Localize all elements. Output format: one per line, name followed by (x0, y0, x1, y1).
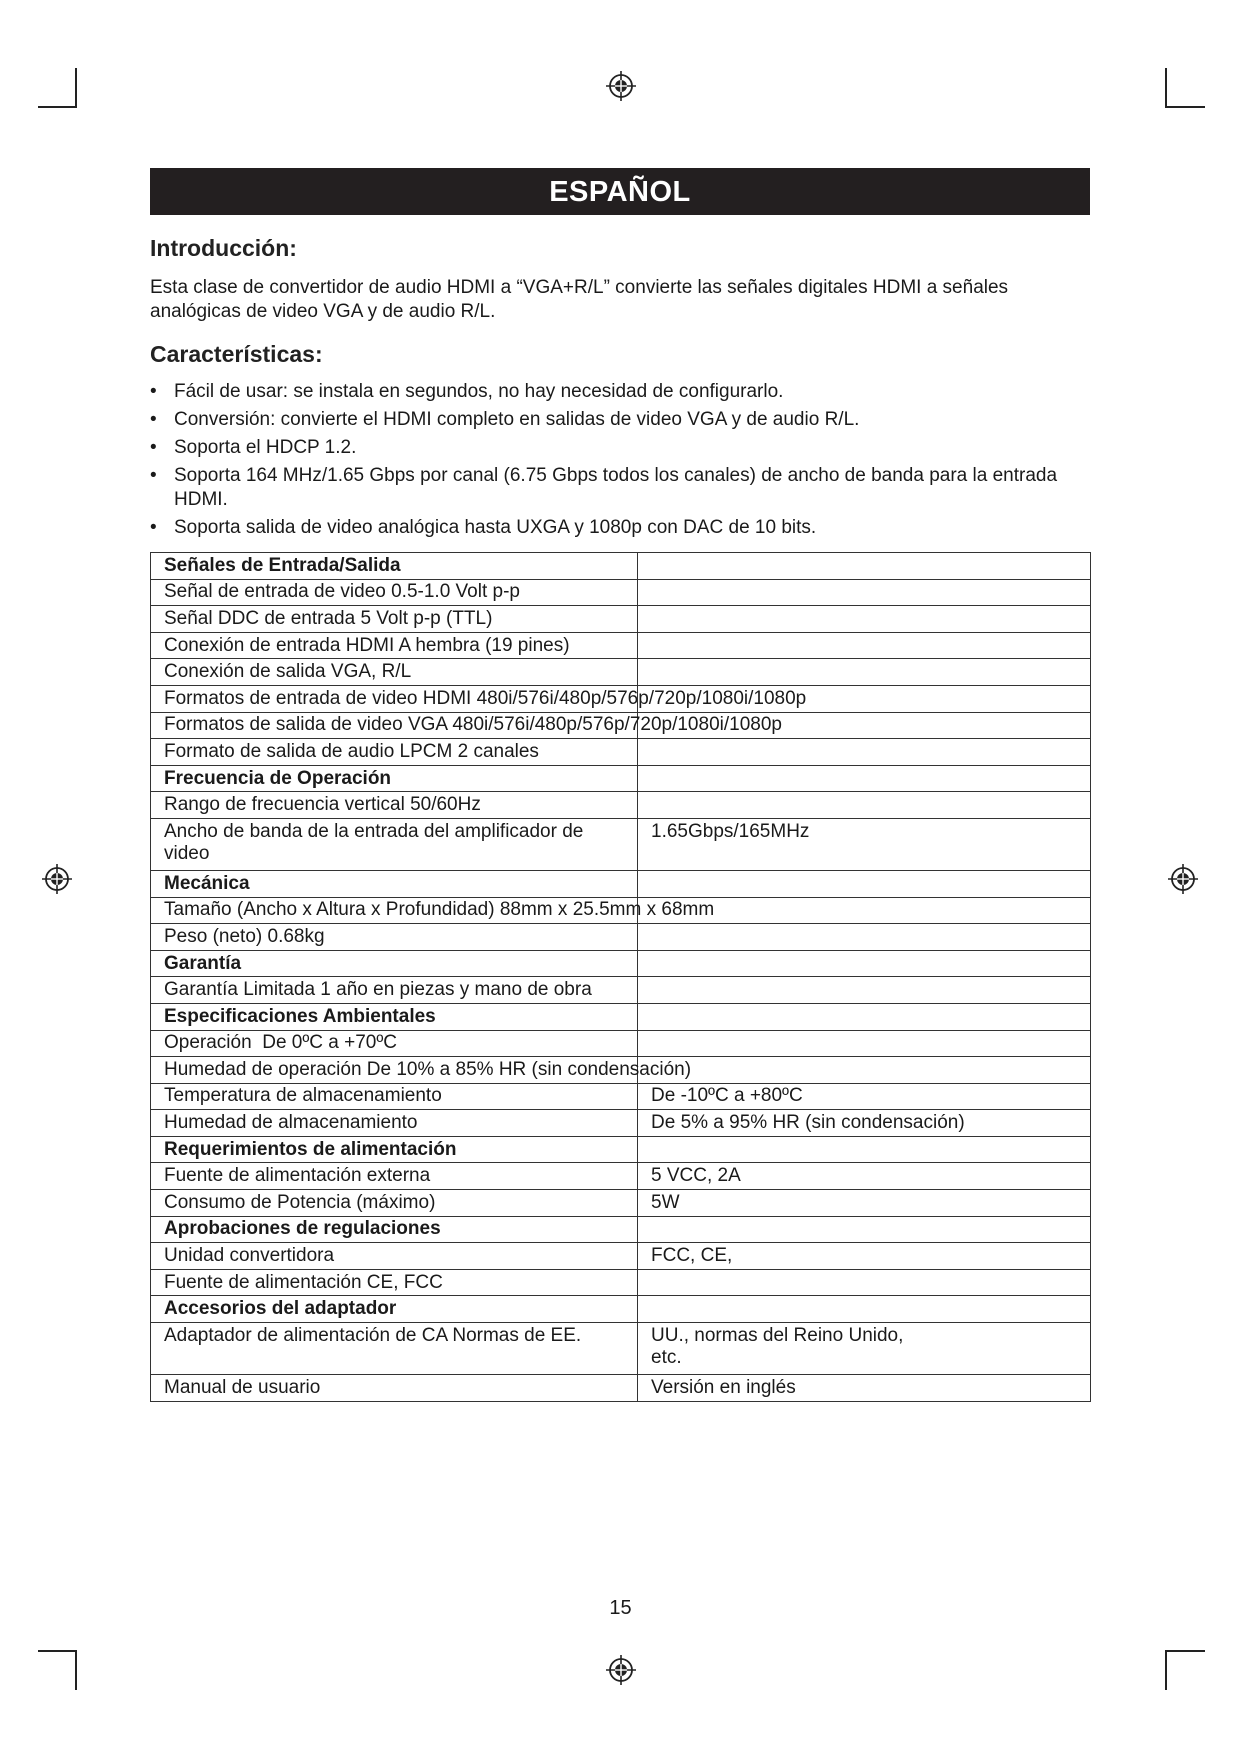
table-row (151, 1190, 1091, 1217)
spec-label: Peso (neto) 0.68kg (151, 924, 638, 951)
crop-mark-bottom-left-h (38, 1650, 76, 1652)
registration-mark-icon (606, 1655, 636, 1685)
spec-label: Humedad de almacenamiento (151, 1110, 638, 1137)
table-row (151, 1243, 1091, 1270)
spec-value: 5W (638, 1190, 1091, 1217)
spec-value: Versión en inglés (638, 1375, 1091, 1402)
spec-value: 5 VCC, 2A (638, 1163, 1091, 1190)
spec-table (150, 552, 1091, 1402)
spec-value (638, 977, 1091, 1004)
table-row (151, 870, 1091, 897)
spec-value (638, 659, 1091, 686)
table-row (151, 765, 1091, 792)
spec-label: Fuente de alimentación CE, FCC (151, 1269, 638, 1296)
spec-label-text: Humedad de operación De 10% a 85% HR (sin condensación) (164, 1058, 692, 1080)
crop-mark-top-right-v (1165, 68, 1167, 108)
bullet-icon: • (150, 381, 157, 402)
table-row (151, 1269, 1091, 1296)
spec-label: Accesorios del adaptador (151, 1296, 638, 1323)
spec-value: UU., normas del Reino Unido, etc. (638, 1323, 1091, 1375)
feature-text: Fácil de usar: se instala en segundos, no hay necesidad de configurarlo. (174, 381, 784, 402)
table-row (151, 977, 1091, 1004)
spec-label: Especificaciones Ambientales (151, 1003, 638, 1030)
table-row (151, 632, 1091, 659)
spec-label (151, 1057, 692, 1084)
spec-value (638, 950, 1091, 977)
feature-text: Soporta el HDCP 1.2. (174, 437, 357, 458)
table-row (151, 606, 1091, 633)
spec-label (151, 977, 638, 1004)
spec-value (638, 1057, 1091, 1084)
spec-value (638, 553, 1091, 580)
spec-label: Manual de usuario (151, 1375, 638, 1402)
spec-label: Formato de salida de audio LPCM 2 canales (151, 739, 638, 766)
table-row (151, 1003, 1091, 1030)
spec-value (638, 1216, 1091, 1243)
spec-value: De 5% a 95% HR (sin condensación) (638, 1110, 1091, 1137)
table-row (151, 1296, 1091, 1323)
spec-label-text: Tamaño (Ancho x Altura x Profundidad) 88mm x 25.5mm x 68mm (164, 899, 715, 921)
features-heading: Características: (150, 341, 323, 367)
list-item (150, 380, 1095, 404)
spec-value (638, 579, 1091, 606)
spec-label: Operación De 0ºC a +70ºC (151, 1030, 638, 1057)
intro-paragraph: Esta clase de convertidor de audio HDMI a “VGA+R/L” convierte las señales digitales HDMI a señales analógicas de video VGA y de audio R/L. (150, 277, 1009, 322)
table-row (151, 1216, 1091, 1243)
spec-value: 1.65Gbps/165MHz (638, 818, 1091, 870)
table-row (151, 1136, 1091, 1163)
spec-label: Temperatura de almacenamiento (151, 1083, 638, 1110)
spec-label (151, 897, 715, 924)
spec-label: Fuente de alimentación externa (151, 1163, 638, 1190)
spec-label-text: Garantía Limitada 1 año en piezas y mano de obra (164, 979, 592, 1001)
list-item (150, 408, 1095, 432)
crop-mark-top-left-h (38, 106, 76, 108)
registration-mark-icon (1168, 864, 1198, 894)
spec-label (151, 685, 807, 712)
spec-value (638, 1136, 1091, 1163)
spec-label: Ancho de banda de la entrada del amplificador de video (151, 818, 638, 870)
spec-label: Mecánica (151, 870, 638, 897)
crop-mark-bottom-left-v (75, 1650, 77, 1690)
spec-value (638, 924, 1091, 951)
table-row (151, 897, 1091, 924)
list-item (150, 464, 1095, 512)
spec-value (638, 870, 1091, 897)
page-number: 15 (609, 1597, 632, 1619)
feature-text: Conversión: convierte el HDMI completo en salidas de video VGA y de audio R/L. (174, 409, 860, 430)
table-row (151, 1057, 1091, 1084)
spec-label: Aprobaciones de regulaciones (151, 1216, 638, 1243)
table-row (151, 579, 1091, 606)
spec-label: Conexión de salida VGA, R/L (151, 659, 638, 686)
spec-label: Consumo de Potencia (máximo) (151, 1190, 638, 1217)
table-row (151, 1375, 1091, 1402)
spec-value (638, 606, 1091, 633)
table-row (151, 1163, 1091, 1190)
table-row (151, 924, 1091, 951)
table-row (151, 1083, 1091, 1110)
spec-label: Señales de Entrada/Salida (151, 553, 638, 580)
crop-mark-top-right-h (1165, 106, 1205, 108)
table-row (151, 1110, 1091, 1137)
table-row (151, 739, 1091, 766)
bullet-icon: • (150, 437, 157, 458)
spec-label-text: Formatos de salida de video VGA 480i/576i/480p/576p/720p/1080i/1080p (164, 714, 782, 736)
registration-mark-icon (606, 71, 636, 101)
spec-label: Rango de frecuencia vertical 50/60Hz (151, 792, 638, 819)
spec-value (638, 632, 1091, 659)
table-row (151, 818, 1091, 870)
crop-mark-top-left-v (75, 68, 77, 108)
spec-value (638, 1003, 1091, 1030)
spec-value: De -10ºC a +80ºC (638, 1083, 1091, 1110)
language-banner: ESPAÑOL (150, 168, 1090, 215)
spec-label: Unidad convertidora (151, 1243, 638, 1270)
table-row (151, 553, 1091, 580)
table-row (151, 1030, 1091, 1057)
feature-text: Soporta salida de video analógica hasta UXGA y 1080p con DAC de 10 bits. (174, 517, 817, 538)
table-row (151, 792, 1091, 819)
spec-label: Requerimientos de alimentación (151, 1136, 638, 1163)
table-row (151, 659, 1091, 686)
spec-label (151, 712, 782, 739)
list-item (150, 436, 1095, 460)
list-item (150, 516, 1095, 540)
spec-label-text: Formatos de entrada de video HDMI 480i/576i/480p/576p/720p/1080i/1080p (164, 687, 807, 709)
spec-value (638, 765, 1091, 792)
spec-value (638, 1030, 1091, 1057)
feature-text: Soporta 164 MHz/1.65 Gbps por canal (6.75 Gbps todos los canales) de ancho de banda para la entrada HDMI. (174, 465, 1058, 510)
table-row (151, 1323, 1091, 1375)
bullet-icon: • (150, 409, 157, 430)
table-row (151, 712, 1091, 739)
bullet-icon: • (150, 465, 157, 486)
spec-value (638, 792, 1091, 819)
spec-value (638, 739, 1091, 766)
bullet-icon: • (150, 517, 157, 538)
crop-mark-bottom-right-v (1165, 1650, 1167, 1690)
table-row (151, 685, 1091, 712)
spec-label: Garantía (151, 950, 638, 977)
spec-value (638, 1296, 1091, 1323)
spec-value (638, 1269, 1091, 1296)
spec-label: Frecuencia de Operación (151, 765, 638, 792)
spec-label: Señal de entrada de video 0.5-1.0 Volt p-p (151, 579, 638, 606)
table-row (151, 950, 1091, 977)
spec-label: Adaptador de alimentación de CA Normas de EE. (151, 1323, 638, 1375)
registration-mark-icon (42, 864, 72, 894)
spec-value: FCC, CE, (638, 1243, 1091, 1270)
spec-label: Señal DDC de entrada 5 Volt p-p (TTL) (151, 606, 638, 633)
features-list (150, 380, 1095, 544)
spec-label: Conexión de entrada HDMI A hembra (19 pines) (151, 632, 638, 659)
crop-mark-bottom-right-h (1165, 1650, 1205, 1652)
intro-heading: Introducción: (150, 235, 297, 261)
